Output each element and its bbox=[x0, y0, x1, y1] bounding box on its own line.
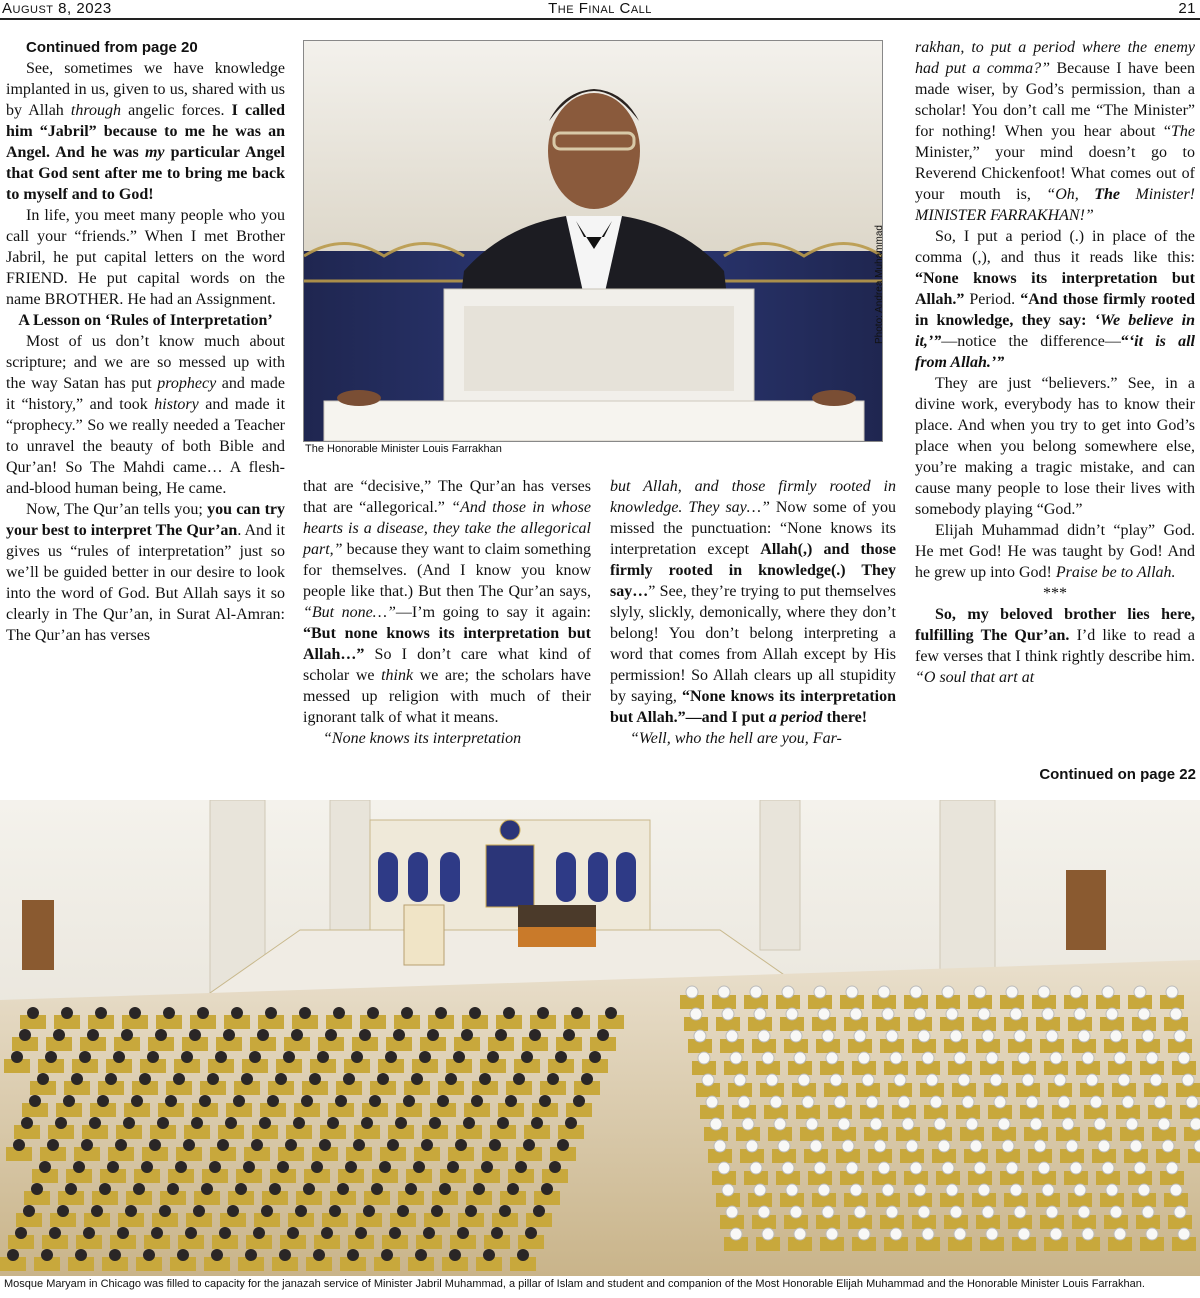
text-run: . And it gives us “rules of interpretation” just so we’ll be guided better in our desire to look into the word of God. But Allah says it so clearly in The Qur’an, in Surat Al-Amran: The Qur’an has verses bbox=[6, 522, 286, 644]
photo-caption: The Honorable Minister Louis Farrakhan bbox=[305, 443, 502, 455]
section-break: *** bbox=[1043, 585, 1067, 602]
continued-on-label: Continued on page 22 bbox=[1039, 766, 1196, 783]
text-run: prophecy bbox=[157, 375, 217, 392]
article-column-2 bbox=[303, 476, 591, 749]
text-run: Minister,” your mind doesn’t go to Reverend Chickenfoot! What comes out of your mouth is, bbox=[915, 144, 1195, 203]
photo-credit: Photo: Andrea Muhammad bbox=[874, 225, 885, 344]
text-run: Most of us don’t know much about scripture; and we are so messed up with the way Satan has put bbox=[6, 333, 285, 392]
text-run: “None knows its interpretation but Allah.”—and I put bbox=[610, 688, 896, 726]
text-run: and made it “prophecy.” So we really needed a Teacher to unravel the beauty of both Bible and Qur’an! So The Mahdi came… A flesh-and-blood human being, He came. bbox=[6, 396, 286, 497]
text-run: angelic forces. bbox=[121, 102, 232, 119]
mosque-maryam-photo bbox=[0, 800, 1200, 1276]
text-run: So, my beloved brother lies here, fulfilling The Qur’an. bbox=[915, 606, 1195, 644]
text-run: “And those firmly rooted in knowledge, they say: bbox=[915, 291, 1195, 329]
text-run: Now, The Qur’an tells you; bbox=[26, 501, 208, 518]
minister-farrakhan-photo bbox=[303, 40, 883, 442]
paragraph bbox=[303, 728, 591, 749]
subheading: A Lesson on ‘Rules of Interpretation’ bbox=[18, 312, 273, 329]
text-run: “ bbox=[1120, 333, 1129, 350]
text-run: Allah(,) and those firmly rooted in knowledge(.) They say… bbox=[610, 541, 896, 600]
text-run: “Well, who the hell are you, Far- bbox=[630, 730, 842, 747]
text-run: “O soul that art at bbox=[915, 669, 1035, 686]
text-run: —I’m going to say it again: bbox=[395, 604, 591, 621]
page-number: 21 bbox=[1178, 0, 1196, 17]
paragraph: In life, you meet many people who you call your “friends.” When I met Brother Jabril, he put capital letters on the word FRIEND. He put capital words on the name BROTHER. He had an Assignment. bbox=[6, 207, 285, 308]
text-run: “None knows its interpretation but Allah.” bbox=[915, 270, 1195, 308]
text-run: “And those in whose hearts is a disease, they take the allegorical part,” bbox=[303, 499, 591, 558]
text-run: rakhan, to put a period where the enemy had put a comma?” bbox=[915, 39, 1195, 77]
paragraph bbox=[6, 58, 285, 205]
text-run: ” See, they’re trying to put themselves slyly, slickly, demonically, where they don’t belong! You don’t belong interpreting a word that comes from Allah except by His permission! So Allah clears up all stupidity by saying, bbox=[610, 583, 896, 705]
article-column-4 bbox=[915, 37, 1195, 688]
text-run: Because I have been made wiser, by God’s permission, than a scholar! You don’t call me “The Minister” for nothing! When you hear about “ bbox=[915, 60, 1195, 140]
page-header bbox=[0, 0, 1200, 20]
text-run: I called him “Jabril” because to me he was an Angel. And he was bbox=[6, 102, 285, 161]
paragraph bbox=[915, 604, 1195, 688]
article-column-3 bbox=[610, 476, 896, 749]
text-run: think bbox=[381, 667, 414, 684]
text-run: history bbox=[154, 396, 199, 413]
text-run: ‘We believe in it,’” bbox=[915, 312, 1196, 350]
text-run: —notice the difference— bbox=[941, 333, 1121, 350]
photo-caption: Mosque Maryam in Chicago was filled to capacity for the janazah service of Minister Jabril Muhammad, a pillar of Islam and student and companion of the Most Honorable Elijah Muhammad and the Honorable Minister Louis Farrakhan. bbox=[4, 1278, 1145, 1290]
text-run: my bbox=[144, 144, 165, 161]
text-run: The bbox=[1094, 186, 1120, 203]
text-run: The bbox=[1171, 123, 1195, 140]
paragraph bbox=[915, 520, 1195, 583]
paragraph bbox=[6, 499, 285, 646]
paragraph bbox=[915, 37, 1195, 226]
paragraph bbox=[915, 226, 1195, 373]
article-column-1 bbox=[6, 37, 285, 646]
text-run: a period bbox=[768, 709, 823, 726]
text-run: “None knows its interpretation bbox=[323, 730, 522, 747]
issue-date: August 8, 2023 bbox=[2, 0, 112, 17]
text-run: because they want to claim something for themselves. (And I know you know people like that.) But then The Qur’an says, bbox=[303, 541, 591, 600]
text-run: Praise be to Allah. bbox=[1055, 564, 1176, 581]
text-run: we are; the scholars have messed up religion with much of their ignorant talk of what it means. bbox=[303, 667, 592, 726]
text-run: See, sometimes we have knowledge implanted in us, given to us, shared with us by Allah bbox=[6, 60, 285, 119]
text-run: “But none…” bbox=[303, 604, 396, 621]
text-run: Elijah Muhammad didn’t “play” God. He met God! He was taught by God! And he grew up into God! bbox=[915, 522, 1195, 581]
text-run: Period. bbox=[964, 291, 1021, 308]
text-run: ‘it is all from Allah.’” bbox=[915, 333, 1195, 371]
mosque-interior-illustration bbox=[0, 800, 1200, 1276]
text-run: you can try your best to interpret The Qur’an bbox=[6, 501, 286, 539]
text-run: So I don’t care what kind of scholar we bbox=[303, 646, 591, 684]
text-run: Now some of you missed the punctuation: “None knows its interpretation except bbox=[610, 499, 896, 558]
paragraph bbox=[610, 476, 896, 728]
newspaper-name: The Final Call bbox=[548, 0, 652, 17]
continued-from-label: Continued from page 20 bbox=[26, 39, 198, 56]
text-run: that are “decisive,” The Qur’an has verses that are “allegorical.” bbox=[303, 478, 591, 516]
text-run: So, I put a period (.) in place of the comma (,), and thus it reads like this: bbox=[915, 228, 1195, 266]
text-run: there! bbox=[822, 709, 868, 726]
text-run: particular Angel that God sent after me to bring me back to myself and to God! bbox=[6, 144, 285, 203]
paragraph: They are just “believers.” See, in a divine work, everybody has to know their place. And when you try to get into God’s place when you belong somewhere else, you’re making a tragic mistake, and can cause many people to lose their lives with somebody playing “God.” bbox=[915, 375, 1195, 518]
text-run: I’d like to read a few verses that I think rightly describe him. bbox=[915, 627, 1195, 665]
paragraph bbox=[6, 331, 285, 499]
text-run: but Allah, and those firmly rooted in knowledge. They say…” bbox=[610, 478, 896, 516]
text-run: “Oh, bbox=[1046, 186, 1095, 203]
text-run: “But none knows its interpretation but Allah…” bbox=[303, 625, 591, 663]
text-run: through bbox=[70, 102, 121, 119]
text-run: Minister! MINISTER FARRAKHAN!” bbox=[915, 186, 1196, 224]
paragraph bbox=[610, 728, 896, 749]
text-run: and made it “history,” and took bbox=[6, 375, 286, 413]
paragraph bbox=[303, 476, 591, 728]
podium-photo-illustration bbox=[304, 41, 882, 441]
